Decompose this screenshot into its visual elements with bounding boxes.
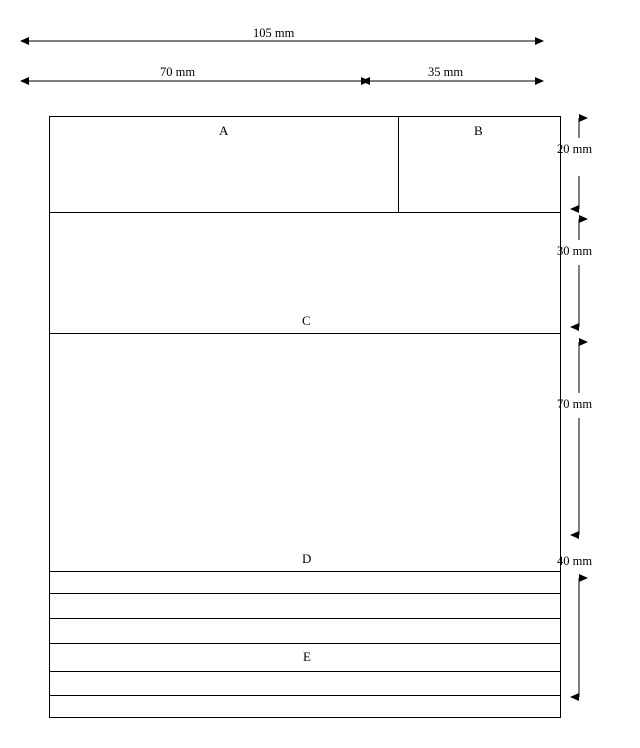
dim-label-40mm: 40 mm [557,554,593,568]
dim-label-35mm: 35 mm [428,65,464,79]
strip-line-5 [49,695,561,696]
divider-c-d [49,333,561,334]
dim-label-70mm: 70 mm [160,65,196,79]
region-label-d: D [302,551,312,566]
main-outline [49,116,561,718]
region-label-a: A [219,123,229,138]
strip-line-3 [49,643,561,644]
divider-a-b [398,116,399,213]
strip-line-1 [49,593,561,594]
region-label-b: B [474,123,483,138]
strip-line-4 [49,671,561,672]
region-label-c: C [302,313,311,328]
strip-line-2 [49,618,561,619]
divider-ab-c [49,212,561,213]
divider-d-e [49,571,561,572]
dim-label-105mm: 105 mm [253,26,295,40]
dim-label-20mm: 20 mm [557,142,593,156]
dim-label-70mm: 70 mm [557,397,593,411]
region-label-e: E [303,649,311,664]
dim-label-30mm: 30 mm [557,244,593,258]
